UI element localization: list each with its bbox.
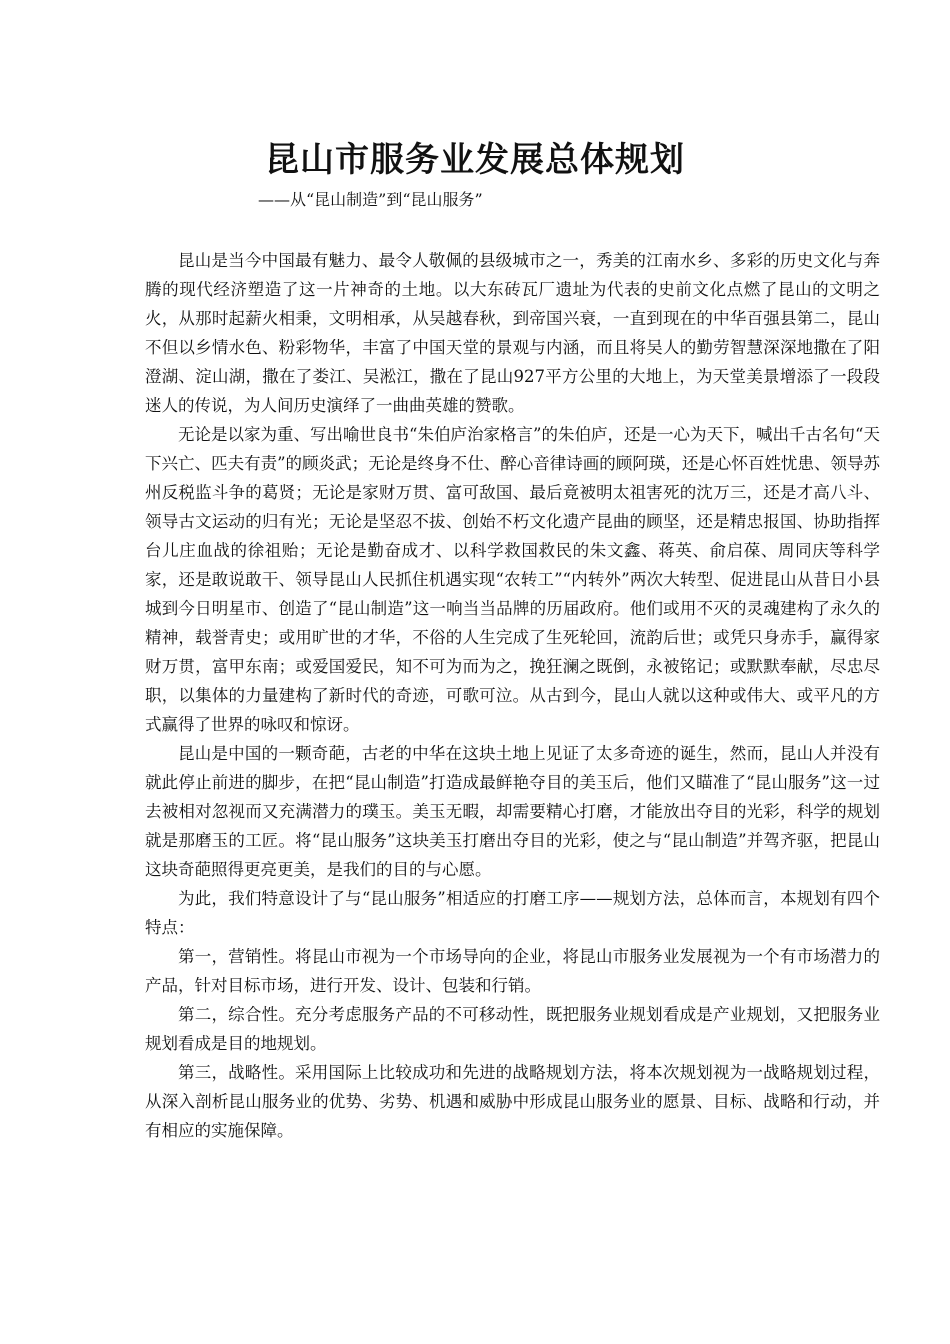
document-subtitle: ——从“昆山制造”到“昆山服务” bbox=[258, 190, 483, 209]
body-paragraph: 第三，战略性。采用国际上比较成功和先进的战略规划方法，将本次规划视为一战略规划过程，从深入剖析昆山服务业的优势、劣势、机遇和威胁中形成昆山服务业的愿景、目标、战略和行动，并有相应的实施保障。 bbox=[145, 1063, 880, 1140]
body-paragraph: 第一，营销性。将昆山市视为一个市场导向的企业，将昆山市服务业发展视为一个有市场潜力的产品，针对目标市场，进行开发、设计、包装和行销。 bbox=[145, 947, 880, 995]
body-paragraph: 昆山是当今中国最有魅力、最令人敬佩的县级城市之一，秀美的江南水乡、多彩的历史文化与奔腾的现代经济塑造了这一片神奇的土地。以大东砖瓦厂遗址为代表的史前文化点燃了昆山的文明之火，从那时起薪火相秉，文明相承，从吴越春秋，到帝国兴衰，一直到现在的中华百强县第二，昆山不但以乡情水色、粉彩物华，丰富了中国天堂的景观与内涵，而且将吴人的勤劳智慧深深地撒在了阳澄湖、淀山湖，撒在了娄江、吴淞江，撒在了昆山927平方公里的大地上，为天堂美景增添了一段段迷人的传说，为人间历史演绎了一曲曲英雄的赞歌。 bbox=[145, 251, 880, 415]
body-paragraph: 无论是以家为重、写出喻世良书“朱伯庐治家格言”的朱伯庐，还是一心为天下，喊出千古名句“天下兴亡、匹夫有责”的顾炎武；无论是终身不仕、醉心音律诗画的顾阿瑛，还是心怀百姓忧患、领导苏州反税监斗争的葛贤；无论是家财万贯、富可敌国、最后竟被明太祖害死的沈万三，还是才高八斗、领导古文运动的归有光；无论是坚忍不拔、创始不朽文化遗产昆曲的顾坚，还是精忠报国、协助指挥台儿庄血战的徐祖贻；无论是勤奋成才、以科学救国救民的朱文鑫、蒋英、俞启葆、周同庆等科学家，还是敢说敢干、领导昆山人民抓住机遇实现“农转工”“内转外”两次大转型、促进昆山从昔日小县城到今日明星市、创造了“昆山制造”这一响当当品牌的历届政府。他们或用不灭的灵魂建构了永久的精神，载誉青史；或用旷世的才华，不俗的人生完成了生死轮回，流韵后世；或凭只身赤手，赢得家财万贯，富甲东南；或爱国爱民，知不可为而为之，挽狂澜之既倒，永被铭记；或默默奉献，尽忠尽职，以集体的力量建构了新时代的奇迹，可歌可泣。从古到今，昆山人就以这种或伟大、或平凡的方式赢得了世界的咏叹和惊讶。 bbox=[145, 425, 880, 734]
document-body bbox=[145, 246, 880, 1145]
document-title: 昆山市服务业发展总体规划 bbox=[265, 140, 685, 180]
body-paragraph: 昆山是中国的一颗奇葩，古老的中华在这块土地上见证了太多奇迹的诞生，然而，昆山人并没有就此停止前进的脚步，在把“昆山制造”打造成最鲜艳夺目的美玉后，他们又瞄准了“昆山服务”这一过去被相对忽视而又充满潜力的璞玉。美玉无暇，却需要精心打磨，才能放出夺目的光彩，科学的规划就是那磨玉的工匠。将“昆山服务”这块美玉打磨出夺目的光彩，使之与“昆山制造”并驾齐驱，把昆山这块奇葩照得更亮更美，是我们的目的与心愿。 bbox=[145, 744, 880, 879]
body-paragraph: 第二，综合性。充分考虑服务产品的不可移动性，既把服务业规划看成是产业规划，又把服务业规划看成是目的地规划。 bbox=[145, 1005, 880, 1053]
body-paragraph: 为此，我们特意设计了与“昆山服务”相适应的打磨工序——规划方法，总体而言，本规划有四个特点： bbox=[145, 889, 880, 937]
